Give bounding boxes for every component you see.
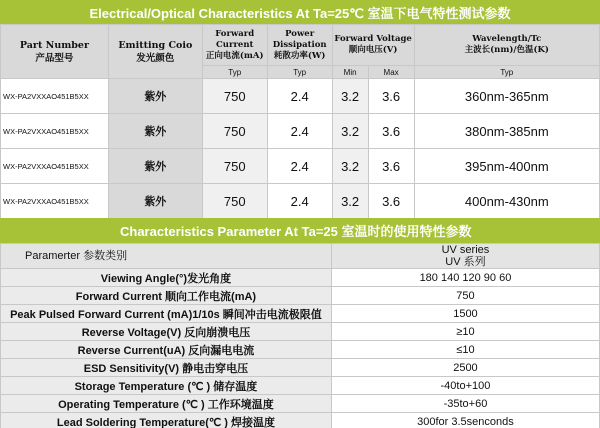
table-row [1,305,600,323]
parameter-label: Lead Soldering Temperature(℃ ) 焊接温度 [1,413,332,428]
vmin-cell: 3.2 [332,184,368,219]
parameter-value: 300for 3.5senconds [331,413,599,428]
parameter-label: Peak Pulsed Forward Current (mA)1/10s 瞬间冲击电流极限值 [1,305,332,323]
table-header-row [1,244,600,269]
subheader-min: Min [332,66,368,79]
parameter-value: 1500 [331,305,599,323]
part-number-cell: WX-PA2VXXAO451B5XX [1,149,109,184]
section-title-characteristics: Characteristics Parameter At Ta=25 室温时的使用特性参数 [0,218,600,243]
power-cell: 2.4 [267,149,332,184]
table-row [1,149,600,184]
vmax-cell: 3.6 [368,79,414,114]
parameter-label: Operating Temperature (℃ ) 工作环境温度 [1,395,332,413]
table-row [1,114,600,149]
electrical-table [0,24,600,219]
current-cell: 750 [202,149,267,184]
parameter-header: Paramerter 参数类别 [1,244,332,269]
table-row [1,341,600,359]
table-row [1,269,600,287]
current-cell: 750 [202,79,267,114]
power-cell: 2.4 [267,114,332,149]
table-row [1,377,600,395]
part-number-cell: WX-PA2VXXAO451B5XX [1,79,109,114]
subheader-typ: Typ [202,66,267,79]
parameter-label: Forward Current 顺向工作电流(mA) [1,287,332,305]
current-cell: 750 [202,114,267,149]
table-row [1,184,600,219]
power-cell: 2.4 [267,79,332,114]
current-cell: 750 [202,184,267,219]
table-row [1,287,600,305]
header-part-number: Part Number 产品型号 [1,25,109,79]
parameter-label: Viewing Angle(°)发光角度 [1,269,332,287]
parameter-label: Reverse Current(uA) 反向漏电电流 [1,341,332,359]
wavelength-cell: 360nm-365nm [414,79,599,114]
part-number-cell: WX-PA2VXXAO451B5XX [1,114,109,149]
series-header: UV series UV 系列 [331,244,599,269]
table-row [1,359,600,377]
wavelength-cell: 380nm-385nm [414,114,599,149]
parameter-value: 2500 [331,359,599,377]
wavelength-cell: 395nm-400nm [414,149,599,184]
section-title-electrical: Electrical/Optical Characteristics At Ta=25℃ 室温下电气特性测试参数 [0,0,600,24]
vmin-cell: 3.2 [332,149,368,184]
power-cell: 2.4 [267,184,332,219]
header-wavelength: Wavelength/Tc 主波长(nm)/色温(K) [414,25,599,66]
vmin-cell: 3.2 [332,114,368,149]
vmin-cell: 3.2 [332,79,368,114]
subheader-typ: Typ [414,66,599,79]
parameter-label: Reverse Voltage(V) 反向崩溃电压 [1,323,332,341]
parameter-value: 750 [331,287,599,305]
wavelength-cell: 400nm-430nm [414,184,599,219]
header-forward-current: Forward Current 正向电流(mA) [202,25,267,66]
table-row [1,79,600,114]
table-row [1,413,600,428]
color-cell: 紫外 [108,184,202,219]
part-number-cell: WX-PA2VXXAO451B5XX [1,184,109,219]
color-cell: 紫外 [108,114,202,149]
subheader-typ: Typ [267,66,332,79]
vmax-cell: 3.6 [368,184,414,219]
parameter-value: ≥10 [331,323,599,341]
vmax-cell: 3.6 [368,114,414,149]
parameter-label: Storage Temperature (℃ ) 储存温度 [1,377,332,395]
parameter-label: ESD Sensitivity(V) 静电击穿电压 [1,359,332,377]
color-cell: 紫外 [108,79,202,114]
table-row [1,395,600,413]
table-row [1,323,600,341]
characteristics-table [0,243,600,428]
parameter-value: ≤10 [331,341,599,359]
header-forward-voltage: Forward Voltage 顺向电压(V) [332,25,414,66]
color-cell: 紫外 [108,149,202,184]
parameter-value: 180 140 120 90 60 [331,269,599,287]
vmax-cell: 3.6 [368,149,414,184]
header-emitting-color: Emitting Coio 发光颜色 [108,25,202,79]
subheader-max: Max [368,66,414,79]
parameter-value: -40to+100 [331,377,599,395]
parameter-value: -35to+60 [331,395,599,413]
header-power-dissipation: Power Dissipation 耗散功率(W) [267,25,332,66]
